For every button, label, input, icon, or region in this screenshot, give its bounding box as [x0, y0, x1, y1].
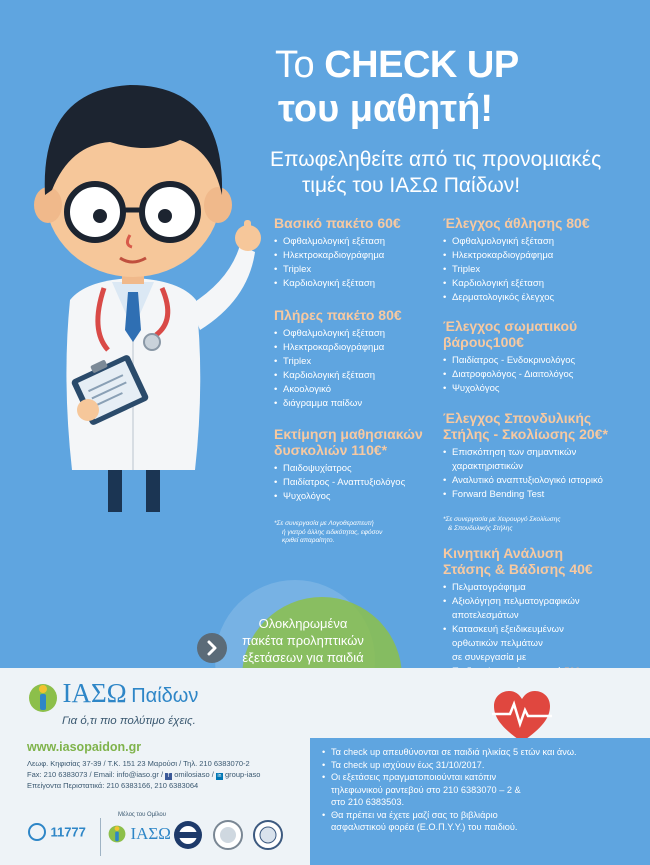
group-logo-name: ΙΑΣΩ [130, 824, 171, 843]
list-item-continuation: σε συνεργασία με [452, 652, 527, 663]
subtitle-line1: Επωφεληθείτε από τις προνομιακές [270, 148, 602, 171]
list-item-continuation: ορθωτικών πελμάτων [452, 638, 543, 649]
package-basic [274, 215, 444, 291]
list-item: • Καρδιολογική εξέταση [274, 277, 444, 291]
subtitle-line2: τιμές του ΙΑΣΩ Παίδων! [302, 174, 521, 197]
promo-line: Ολοκληρωμένα [258, 616, 348, 631]
group-logo [108, 823, 171, 845]
package-title: Κινητική Ανάλυση [443, 545, 564, 561]
list-item-text: Κατασκευή εξειδικευμένων [452, 624, 564, 635]
package-spine [443, 410, 648, 533]
package-title: Έλεγχος σωματικού [443, 318, 578, 334]
footnote-line: & Σπονδυλικής Στήλης [448, 524, 513, 532]
package-gait [443, 545, 648, 679]
linkedin-icon: in [217, 773, 222, 779]
info-item: • Τα check up απευθύνονται σε παιδιά ηλικίας 5 ετών και άνω. [322, 746, 650, 759]
list-item: • Ηλεκτροκαρδιογράφημα [274, 341, 444, 355]
package-item-list [443, 446, 648, 502]
list-item: • Ηλεκτροκαρδιογράφημα [443, 249, 643, 263]
cert-badge-icon [174, 821, 202, 849]
info-text: ασφαλιστικού φορέα (Ε.Ο.Π.Υ.Υ.) του παιδιού. [331, 822, 518, 832]
promo-text [238, 615, 368, 666]
list-item-text: Επισκόπηση των σημαντικών [452, 447, 577, 458]
facebook-link[interactable]: omilosiaso [174, 770, 210, 779]
info-item: • Τα check up ισχύουν έως 31/10/2017. [322, 759, 650, 772]
circle-icon [28, 823, 46, 841]
info-text: Θα πρέπει να έχετε μαζί σας το βιβλιάριο [331, 809, 498, 820]
info-item [322, 809, 650, 834]
list-item: • Οφθαλμολογική εξέταση [274, 235, 444, 249]
address-line: Λεωφ. Κηφισίας 37-39 / Τ.Κ. 151 23 Μαρούσι / Τηλ. 210 6383070-2 [27, 759, 250, 768]
cert-badge-icon [254, 821, 282, 849]
fax-email-line: Fax: 210 6383073 / Email: info@iaso.gr / f omilosiaso / in group-iaso [27, 770, 261, 779]
list-item-text: Αξιολόγηση πελματογραφικών [452, 596, 580, 607]
package-item-list [443, 354, 643, 396]
chevron-right-icon [197, 633, 227, 663]
package-title: Βασικό πακέτο 60€ [274, 215, 401, 231]
list-item [443, 595, 648, 623]
info-text: στο 210 6383503. [331, 797, 405, 807]
package-title: Πλήρες πακέτο 80€ [274, 307, 402, 323]
list-item: • Ηλεκτροκαρδιογράφημα [274, 249, 444, 263]
promo-arrow-button[interactable] [197, 633, 227, 663]
list-item: • Ακοολογικό [274, 383, 444, 397]
list-item: • Triplex [443, 263, 643, 277]
headline-to: Το [275, 44, 315, 86]
list-item: • Οφθαλμολογική εξέταση [274, 327, 444, 341]
package-item-list [274, 235, 444, 291]
list-item [443, 446, 648, 474]
promo-line: εξετάσεων για παιδιά [242, 650, 364, 665]
member-label: Μέλος του Ομίλου [118, 812, 167, 818]
promo-line: πακέτα προληπτικών [242, 633, 364, 648]
package-learning [274, 426, 444, 546]
footnote-line: *Σε συνεργασία με Χειρουργό Σκολίωσης [443, 516, 561, 523]
list-item: • Triplex [274, 355, 444, 369]
iaso-logo-mark-icon [28, 681, 58, 715]
package-footnote [274, 520, 444, 546]
doctor-illustration [0, 30, 300, 530]
list-item: • Αναλυτικό αναπτυξιολογικό ιστορικό [443, 474, 648, 488]
list-item: • Οφθαλμολογική εξέταση [443, 235, 643, 249]
list-item: • Παιδοψυχίατρος [274, 462, 444, 476]
package-weight [443, 318, 643, 396]
info-box [310, 738, 650, 865]
package-footnote [443, 516, 648, 533]
package-title: Έλεγχος άθλησης 80€ [443, 215, 590, 231]
facebook-icon: f [165, 773, 172, 780]
list-item: • Παιδίατρος - Αναπτυξιολόγος [274, 476, 444, 490]
logo-sub: Παίδων [131, 685, 199, 707]
footnote-line: ή γιατρό άλλης ειδικότητας, εφόσον [282, 528, 383, 536]
certification-badges [172, 815, 302, 855]
package-title-line2: βάρους100€ [443, 334, 524, 350]
list-item: • Ψυχολόγος [443, 382, 643, 396]
package-item-list [443, 235, 643, 305]
divider [100, 818, 101, 856]
emergency-line: Επείγοντα Περιστατικά: 210 6383166, 210 6383064 [27, 781, 199, 790]
package-title: Εκτίμηση μαθησιακών [274, 426, 423, 442]
package-title-line2: δυσκολιών 110€* [274, 442, 388, 458]
list-item: • Παιδίατρος - Ενδοκρινολόγος [443, 354, 643, 368]
fax-email: Fax: 210 6383073 / Email: info@iaso.gr / [27, 770, 164, 779]
headline-line2: του μαθητή! [278, 88, 493, 130]
package-title: Έλεγχος Σπονδυλικής [443, 410, 592, 426]
list-item: • Forward Bending Test [443, 488, 648, 502]
linkedin-link[interactable]: group-iaso [225, 770, 261, 779]
contact-block [27, 758, 260, 791]
list-item-continuation: αποτελεσμάτων [452, 610, 519, 621]
package-item-list [274, 327, 444, 411]
package-full [274, 307, 444, 411]
website-link[interactable]: www.iasopaidon.gr [27, 740, 142, 754]
info-list [322, 746, 650, 834]
info-text: Οι εξετάσεις πραγματοποιούνται κατόπιν [331, 772, 497, 782]
logo-name: ΙΑΣΩ [62, 678, 127, 708]
logo-11777 [28, 823, 86, 841]
cert-badge-icon [214, 821, 242, 849]
list-item-continuation: διάγραμμα παίδων [283, 398, 363, 409]
footnote-line: *Σε συνεργασία με Λογοθεραπευτή [274, 520, 374, 527]
tagline: Για ό,τι πιο πολύτιμο έχεις. [62, 715, 196, 727]
list-item: • Triplex [274, 263, 444, 277]
list-item: • Καρδιολογική εξέταση [443, 277, 643, 291]
iaso-logo-mark-icon [108, 823, 126, 845]
package-item-list [443, 581, 648, 679]
list-item-continuation: χαρακτηριστικών [452, 461, 523, 472]
package-sports [443, 215, 643, 305]
list-item [274, 397, 444, 411]
headline-line1 [275, 44, 519, 87]
list-item: • Διατροφολόγος - Διαιτολόγος [443, 368, 643, 382]
number-11777: 11777 [50, 824, 86, 840]
heart-icon [492, 690, 552, 745]
list-item: • Δερματολογικός έλεγχος [443, 291, 643, 305]
package-item-list [274, 462, 444, 504]
list-item: • Ψυχολόγος [274, 490, 444, 504]
footnote-line: κριθεί απαραίτητο. [282, 537, 335, 544]
package-title-line2: Στήλης - Σκολίωσης 20€* [443, 426, 608, 442]
package-title-line2: Στάσης & Βάδισης 40€ [443, 561, 593, 577]
info-item [322, 771, 650, 809]
iaso-logo [28, 678, 198, 715]
list-item: • Πελματογράφημα [443, 581, 648, 595]
list-item: • Καρδιολογική εξέταση [274, 369, 444, 383]
info-text: τηλεφωνικού ραντεβού στο 210 6383070 – 2 & [331, 784, 521, 795]
headline-checkup: CHECK UP [324, 44, 519, 86]
